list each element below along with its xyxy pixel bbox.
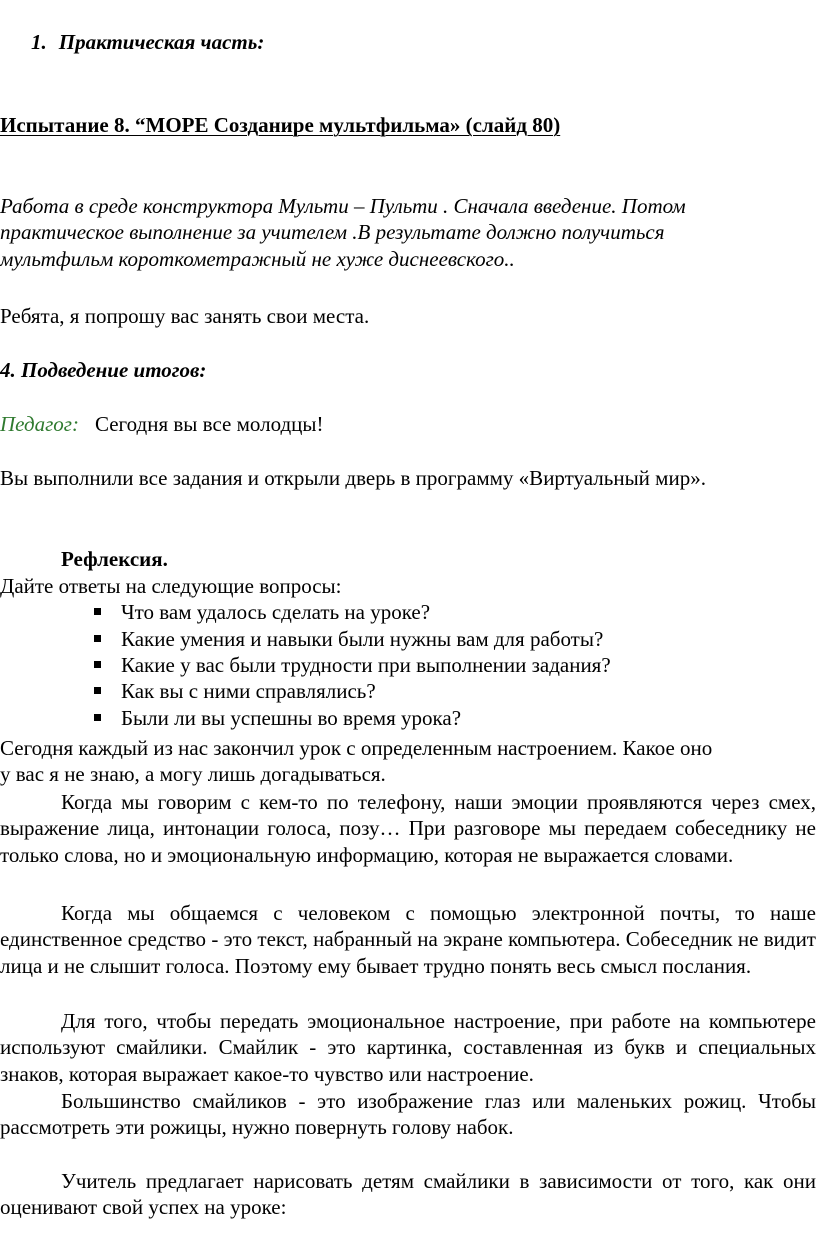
bullet-square-icon [94, 714, 101, 721]
section-number: 1. [31, 30, 47, 54]
question-text: Что вам удалось сделать на уроке? [121, 600, 431, 624]
question-text: Были ли вы успешны во время урока? [121, 706, 462, 730]
bullet-square-icon [94, 608, 101, 615]
work-description-line-3: мультфильм короткометражный не хуже диснеевского.. [0, 247, 515, 271]
paragraph-1-line-2: у вас я не знаю, а могу лишь догадываться. [0, 762, 386, 786]
summary-heading: 4. Подведение итогов: [0, 358, 207, 382]
section-heading [31, 32, 264, 53]
paragraph-email: Когда мы общаемся с человеком с помощью электронной почты, то наше единственное средство - это текст, набранный на экране компьютера. Собеседник не видит лица и не слышит голоса. Поэтому ему бывает трудно понять весь смысл послания. [0, 901, 816, 978]
completed-text: Вы выполнили все задания и открыли дверь в программу «Виртуальный мир». [0, 466, 706, 490]
request-seats: Ребята, я попрошу вас занять свои места. [0, 304, 370, 328]
test-heading: Испытание 8. “МОРЕ Созданире мультфильма» (слайд 80) [0, 113, 561, 137]
question-text: Как вы с ними справлялись? [121, 679, 376, 703]
work-description-line-1: Работа в среде конструктора Мульти – Пульти . Сначала введение. Потом [0, 194, 686, 218]
question-text: Какие умения и навыки были нужны вам для работы? [121, 627, 604, 651]
paragraph-1-line-1: Сегодня каждый из нас закончил урок с определенным настроением. Какое оно [0, 736, 713, 760]
bullet-square-icon [94, 661, 101, 668]
paragraph-teacher-task: Учитель предлагает нарисовать детям смайлики в зависимости от того, как они оценивают свой успех на уроке: [0, 1169, 816, 1220]
reflection-intro: Дайте ответы на следующие вопросы: [0, 574, 342, 598]
question-text: Какие у вас были трудности при выполнении задания? [121, 653, 611, 677]
teacher-text: Сегодня вы все молодцы! [94, 412, 324, 436]
teacher-line [0, 414, 324, 435]
paragraph-smileys: Для того, чтобы передать эмоциональное настроение, при работе на компьютере используют смайлики. Смайлик - это картинка, составленная из букв и специальных знаков, которая выражает какое-то чувство или настроение. [0, 1009, 816, 1086]
bullet-square-icon [94, 635, 101, 642]
work-description-line-2: практическое выполнение за учителем .В результате должно получиться [0, 220, 665, 244]
paragraph-faces: Большинство смайликов - это изображение глаз или маленьких рожиц. Чтобы рассмотреть эти рожицы, нужно повернуть голову набок. [0, 1089, 816, 1140]
teacher-label: Педагог: [0, 412, 79, 436]
bullet-square-icon [94, 687, 101, 694]
paragraph-phone: Когда мы говорим с кем-то по телефону, наши эмоции проявляются через смех, выражение лица, интонации голоса, позу… При разговоре мы передаем собеседнику не только слова, но и эмоциональную информацию, которая не выражается словами. [0, 790, 816, 867]
section-title: Практическая часть: [58, 30, 265, 54]
reflection-title: Рефлексия. [61, 547, 168, 571]
